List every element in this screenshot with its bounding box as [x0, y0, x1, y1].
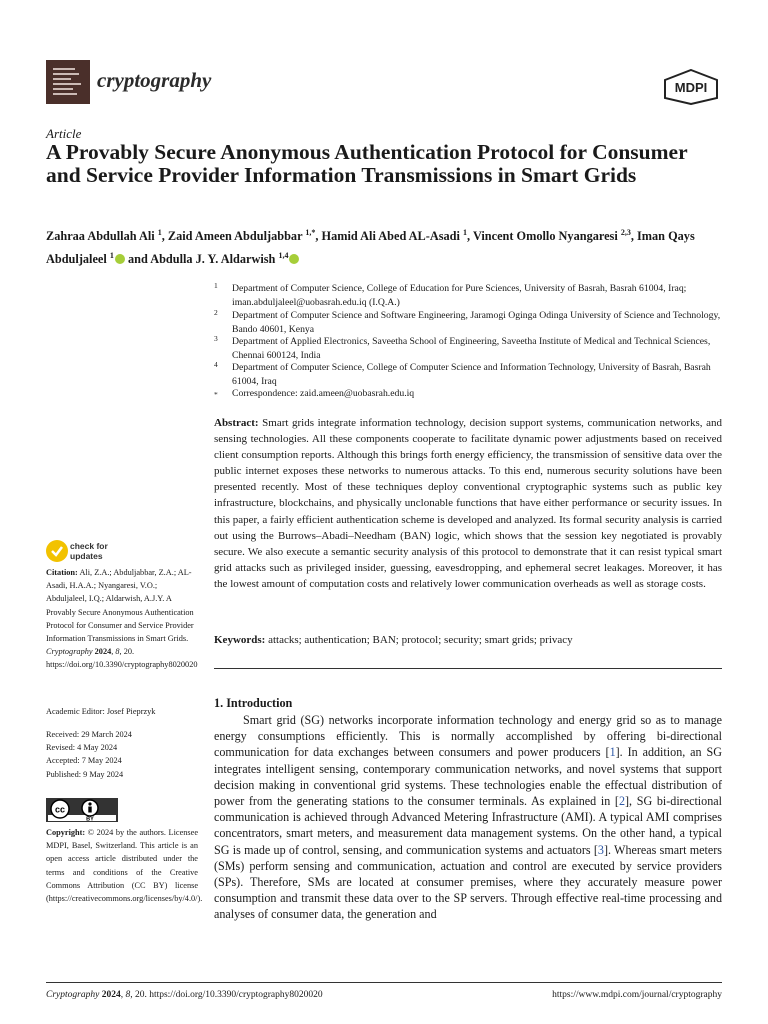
- footer-journal-url[interactable]: https://www.mdpi.com/journal/cryptography: [552, 990, 722, 1000]
- copyright-notice: Copyright: © 2024 by the authors. Licensee MDPI, Basel, Switzerland. This article is an open access article distributed under the terms and conditions of the Creative Commons Attribution (CC BY) license (https://creativecommons.org/licenses/by/4.0/).: [46, 828, 203, 904]
- author-affiliation-ref: 1: [157, 228, 162, 237]
- abstract-text: Smart grids integrate information technology, decision support systems, communication networks, and sensing technologies. All these components cooperate to facilitate dynamic power adjustments based on received client consumption reports. Although this brings forth energy efficiency, the transmission of sensitive data over the public internet exposes these networks to numerous attacks. To this end, numerous security solutions have been presented recently. Most of these techniques deploy conventional cryptographic systems such as public key infrastructure, blockchains, and physically unclonable functions that have either performance or security issues. In this paper, a fairly efficient authentication scheme is developed and analyzed. Its formal security analysis is carried out using the Burrows–Abadi–Needham (BAN) logic, which shows that the session key negotiated is provably secure. We also execute a semantic security analysis of this protocol to demonstrate that it can resist typical smart grid attacks such as privileged insider, guessing, eavesdropping, and ephemeral secret leakages. Moreover, it has the lowest amount of computation costs and relatively lower communication overheads as well as storage costs.: [214, 417, 722, 590]
- author-affiliation-ref: 1: [109, 251, 114, 261]
- affiliation-1: 1 Department of Computer Science, College of Education for Pure Sciences, University of Basrah, Basrah 61004, Iraq; iman.abduljaleel@uobasrah.edu.iq (I.Q.A.): [214, 281, 687, 308]
- author-affiliation-ref: 1,4: [278, 251, 289, 261]
- keywords-text: attacks; authentication; BAN; protocol; security; smart grids; privacy: [268, 634, 573, 646]
- divider: [214, 668, 722, 669]
- author-name: Hamid Ali Abed AL-Asadi: [321, 229, 463, 244]
- publication-dates: [46, 728, 198, 781]
- abstract-label: Abstract:: [214, 417, 259, 429]
- keywords-label: Keywords:: [214, 634, 266, 646]
- footer-divider: [46, 982, 722, 983]
- mdpi-logo: [662, 69, 720, 105]
- author-list: Zahraa Abdullah Ali $^1$, Zaid Ameen Abduljabbar $^{1,*}$, Hamid Ali Abed AL-Asadi $^1$, Vincent Omollo Nyangaresi $^{2,3}$, Iman Qays Abduljaleel $^1$ and Abdulla J. Y. Aldarwish $^{1,4}$: [46, 228, 695, 267]
- mdpi-logo-text: MDPI: [674, 80, 708, 95]
- citation-label: Citation:: [46, 568, 78, 577]
- affiliation-2: 2 Department of Computer Science and Software Engineering, Jaramogi Oginga Odinga University of Science and Technology, Bando 40601, Kenya: [214, 308, 721, 335]
- correspondence: * Correspondence: zaid.ameen@uobasrah.edu.iq: [214, 388, 415, 399]
- received-date: Received: 29 March 2024: [46, 730, 132, 739]
- reference-link[interactable]: 2: [618, 794, 625, 809]
- check-for-updates-icon: [46, 540, 68, 562]
- orcid-icon[interactable]: [115, 254, 125, 264]
- citation: Citation: Ali, Z.A.; Abduljabbar, Z.A.; AL-Asadi, H.A.A.; Nyangaresi, V.O.; Abduljaleel, I.Q.; Aldarwish, A.J.Y. A Provably Secure Anonymous Authentication Protocol for Consumer and Service Provider Information Transmissions in Smart Grids. Cryptography 2024, 8, 20. https://doi.org/10.3390/cryptography8020020: [46, 568, 198, 670]
- revised-date: Revised: 4 May 2024: [46, 743, 118, 753]
- section-heading: 1. Introduction: [214, 696, 293, 710]
- author-name: Iman Qays Abduljaleel: [46, 229, 695, 267]
- abstract: [214, 415, 722, 592]
- keywords: [214, 634, 722, 646]
- journal-logo: [46, 60, 90, 104]
- author-name: Zaid Ameen Abduljabbar: [167, 229, 306, 244]
- author-affiliation-ref: 2,3: [620, 228, 631, 237]
- citation-doi-link[interactable]: , 20. https://doi.org/10.3390/cryptography8020020: [46, 647, 198, 670]
- author-affiliation-ref: 1: [463, 228, 467, 237]
- by-label: BY: [86, 816, 94, 822]
- footer-citation: Cryptography 2024, 8, 20. https://doi.org/10.3390/cryptography8020020: [46, 990, 323, 1000]
- author-name: Zahraa Abdullah Ali: [46, 229, 158, 244]
- author-name: Abdulla J. Y. Aldarwish: [150, 252, 279, 267]
- check-for-updates-line2: updates: [70, 551, 103, 561]
- reference-link[interactable]: 1: [609, 745, 616, 760]
- footer-doi-link[interactable]: , 20. https://doi.org/10.3390/cryptography8020020: [130, 990, 323, 1000]
- affiliation-4: 4 Department of Computer Science, College of Computer Science and Information Technology, University of Basrah, Basrah 61004, Iraq: [214, 360, 711, 387]
- journal-name: cryptography: [97, 68, 212, 92]
- author-affiliation-ref: 1,*: [305, 228, 316, 237]
- academic-editor: Academic Editor: Josef Pieprzyk: [46, 707, 156, 716]
- author-name: Vincent Omollo Nyangaresi: [472, 229, 621, 244]
- check-for-updates-line1: check for: [70, 541, 108, 551]
- cc-by-license-icon[interactable]: [46, 798, 118, 822]
- page-title: A Provably Secure Anonymous Authentication Protocol for Consumer and Service Provider Information Transmissions in Smart Grids: [46, 140, 688, 187]
- accepted-date: Accepted: 7 May 2024: [46, 756, 122, 766]
- published-date: Published: 9 May 2024: [46, 769, 124, 779]
- copyright-label: Copyright:: [46, 828, 86, 837]
- orcid-icon[interactable]: [289, 254, 299, 264]
- affiliation-3: 3 Department of Applied Electronics, Saveetha School of Engineering, Saveetha Institute of Medical and Technical Sciences, Chennai 600124, India: [214, 334, 711, 361]
- cc-label: cc: [54, 804, 66, 815]
- article-type: Article: [46, 126, 82, 141]
- body-paragraph: Smart grid (SG) networks incorporate information technology and energy grid so as to manage energy consumptions efficiently. This is normally accomplished by offering bi-directional communication for data exchanges between consumers and power producers [1]. In addition, an SG integrates intelligent sensing, contemporary communication networks, and novel systems that support decision making in conventional grid systems. These technologies enable the effectual distribution of power from the generating stations to the consumer terminals. As explained in [2], SG bi-directional communication is achieved through Advanced Metering Infrastructure (AMI). A typical AMI comprises concentrators, smart meters, and measurement data management systems. On the other hand, a typical SG is made up of control, sensing, and communication systems and actuators [3]. Whereas smart meters (SMs) perform sensing and communication, actuation and control are executed by service providers (SPs). Therefore, SMs are located at consumer premises, where they accurately measure power consumption and transmit these data over to the SP servers. Through effective real-time processing and analyses of consumer data, the generation and: [214, 713, 722, 922]
- reference-link[interactable]: 3: [597, 842, 604, 857]
